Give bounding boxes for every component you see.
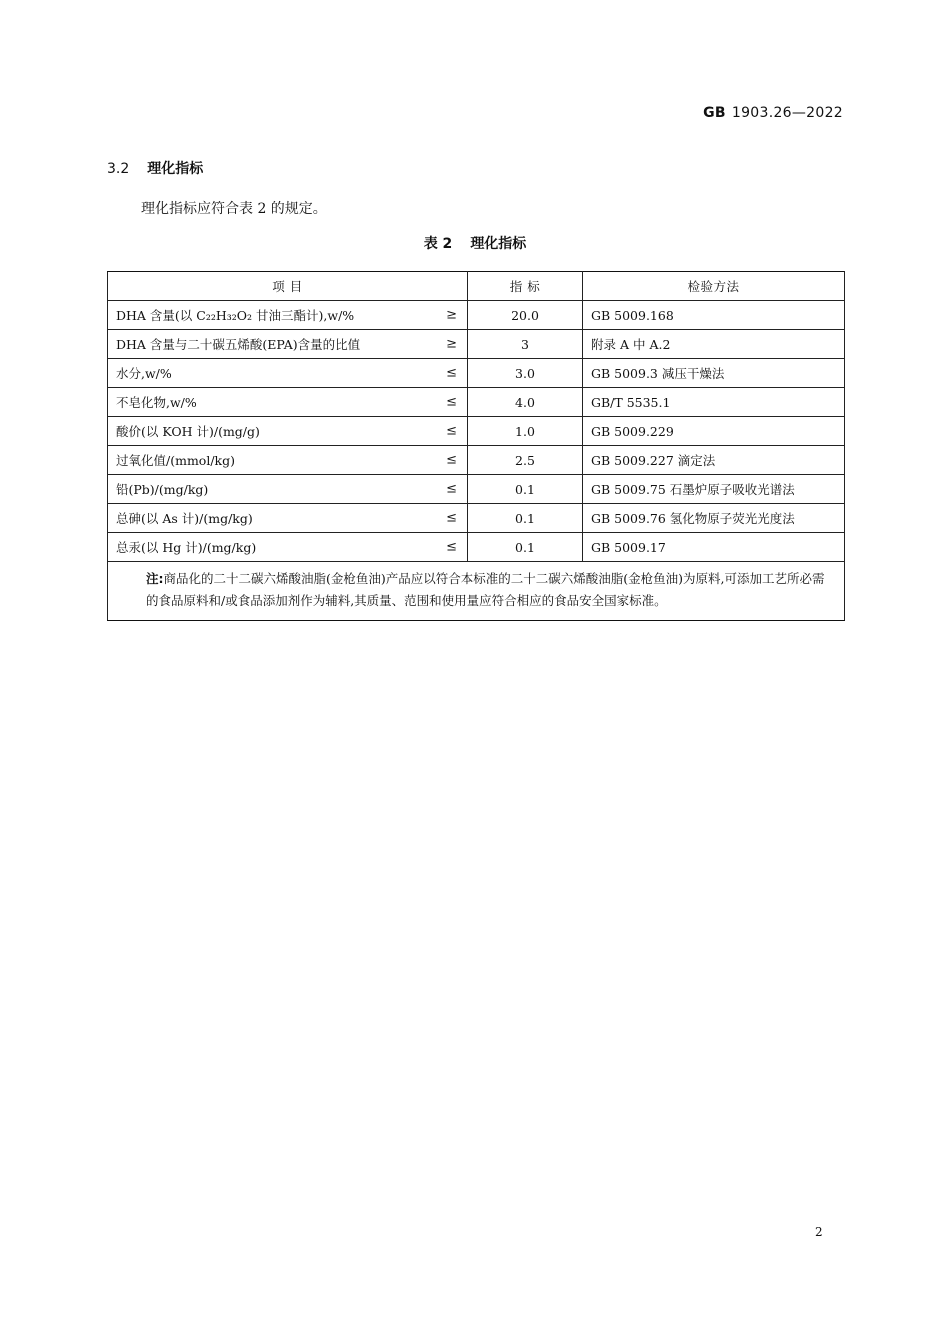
comparison-operator: ≥	[446, 336, 457, 352]
table-row	[108, 330, 845, 359]
index-value: 0.1	[468, 533, 583, 562]
index-value: 4.0	[468, 388, 583, 417]
table-title: 理化指标	[470, 236, 527, 252]
item-label: DHA 含量(以 C₂₂H₃₂O₂ 甘油三酯计),w/%	[116, 308, 355, 323]
item-cell	[108, 417, 468, 446]
table-caption	[0, 233, 950, 253]
item-cell	[108, 359, 468, 388]
section-title: 理化指标	[147, 161, 204, 177]
specification-table	[107, 271, 845, 621]
index-value: 20.0	[468, 301, 583, 330]
standard-prefix: GB	[703, 105, 726, 121]
item-label: DHA 含量与二十碳五烯酸(EPA)含量的比值	[116, 337, 361, 352]
table-row	[108, 388, 845, 417]
index-value: 1.0	[468, 417, 583, 446]
item-label: 过氧化值/(mmol/kg)	[116, 453, 235, 468]
item-label: 酸价(以 KOH 计)/(mg/g)	[116, 424, 260, 439]
comparison-operator: ≤	[446, 481, 457, 497]
table-row	[108, 533, 845, 562]
section-number: 3.2	[107, 161, 130, 177]
table-note	[108, 562, 845, 621]
item-cell	[108, 330, 468, 359]
standard-code	[703, 105, 843, 121]
test-method: GB 5009.3 减压干燥法	[583, 359, 845, 388]
item-label: 铅(Pb)/(mg/kg)	[116, 482, 209, 497]
test-method: 附录 A 中 A.2	[583, 330, 845, 359]
comparison-operator: ≤	[446, 510, 457, 526]
index-value: 2.5	[468, 446, 583, 475]
test-method: GB/T 5535.1	[583, 388, 845, 417]
table-row	[108, 301, 845, 330]
test-method: GB 5009.229	[583, 417, 845, 446]
table-row	[108, 446, 845, 475]
table-row	[108, 475, 845, 504]
item-cell	[108, 301, 468, 330]
test-method: GB 5009.227 滴定法	[583, 446, 845, 475]
table-row	[108, 417, 845, 446]
test-method: GB 5009.17	[583, 533, 845, 562]
item-cell	[108, 533, 468, 562]
section-heading	[107, 158, 203, 178]
note-text: 商品化的二十二碳六烯酸油脂(金枪鱼油)产品应以符合本标准的二十二碳六烯酸油脂(金枪鱼油)为原料,可添加工艺所必需的食品原料和/或食品添加剂作为辅料,其质量、范围和使用量应符合相应的食品安全国家标准。	[146, 571, 825, 608]
item-cell	[108, 504, 468, 533]
intro-paragraph: 理化指标应符合表 2 的规定。	[141, 201, 327, 217]
comparison-operator: ≥	[446, 307, 457, 323]
comparison-operator: ≤	[446, 539, 457, 555]
header-method: 检验方法	[583, 272, 845, 301]
table-number: 表 2	[423, 236, 453, 252]
item-cell	[108, 446, 468, 475]
page-number: 2	[815, 1225, 823, 1239]
item-label: 总砷(以 As 计)/(mg/kg)	[116, 511, 253, 526]
header-item: 项 目	[108, 272, 468, 301]
index-value: 0.1	[468, 504, 583, 533]
item-cell	[108, 388, 468, 417]
item-label: 总汞(以 Hg 计)/(mg/kg)	[116, 540, 257, 555]
item-label: 水分,w/%	[116, 366, 172, 381]
item-label: 不皂化物,w/%	[116, 395, 197, 410]
test-method: GB 5009.76 氢化物原子荧光光度法	[583, 504, 845, 533]
table-note-row	[108, 562, 845, 621]
test-method: GB 5009.75 石墨炉原子吸收光谱法	[583, 475, 845, 504]
table-row	[108, 359, 845, 388]
standard-number: 1903.26—2022	[731, 105, 843, 121]
comparison-operator: ≤	[446, 365, 457, 381]
table-row	[108, 504, 845, 533]
note-label: 注:	[146, 571, 164, 586]
item-cell	[108, 475, 468, 504]
table-header-row	[108, 272, 845, 301]
header-index: 指 标	[468, 272, 583, 301]
comparison-operator: ≤	[446, 423, 457, 439]
comparison-operator: ≤	[446, 452, 457, 468]
index-value: 0.1	[468, 475, 583, 504]
comparison-operator: ≤	[446, 394, 457, 410]
index-value: 3.0	[468, 359, 583, 388]
test-method: GB 5009.168	[583, 301, 845, 330]
index-value: 3	[468, 330, 583, 359]
